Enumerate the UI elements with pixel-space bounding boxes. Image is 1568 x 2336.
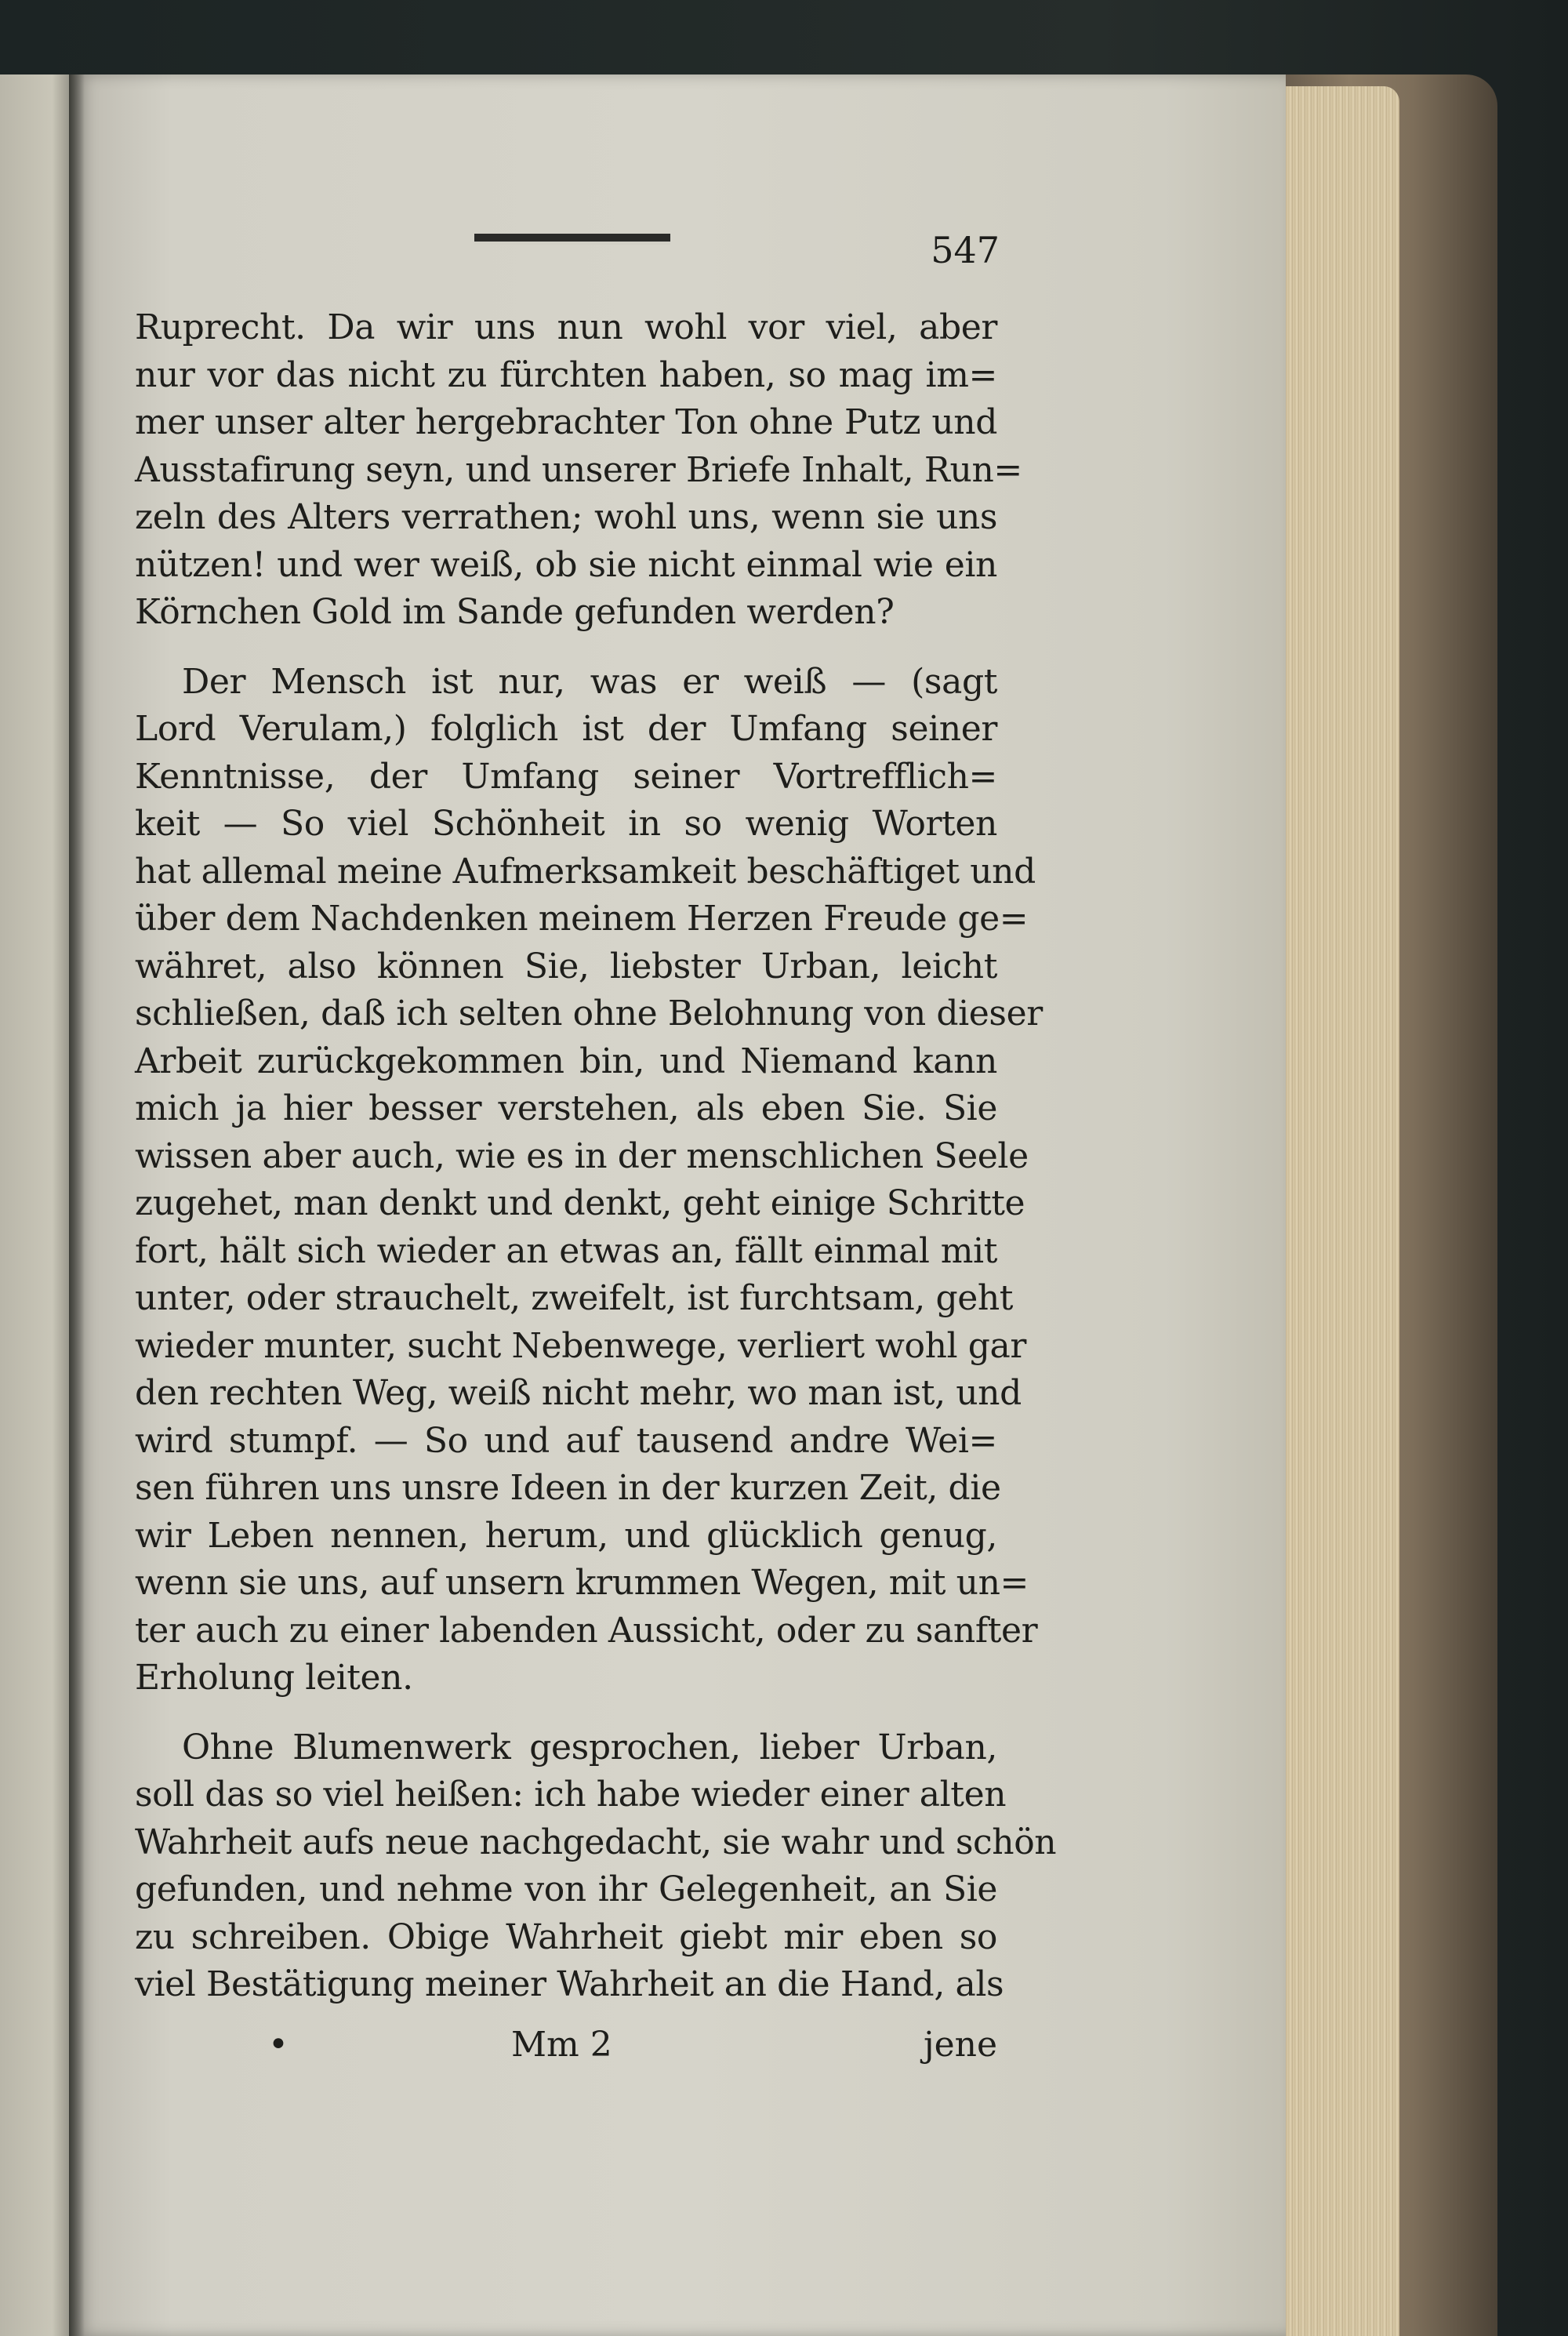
printer-signature: Mm 2 <box>511 2025 612 2065</box>
text-line: mer unser alter hergebrachter Ton ohne Putz und <box>135 402 997 442</box>
text-line: Kenntnisse, der Umfang seiner Vortrefflich= <box>135 756 997 797</box>
spine-shadow <box>69 74 85 2336</box>
text-line: Ruprecht. Da wir uns nun wohl vor viel, aber <box>135 307 997 347</box>
text-line: über dem Nachdenken meinem Herzen Freude ge= <box>135 899 1029 939</box>
text-line: Ohne Blumenwerk gesprochen, lieber Urban, <box>182 1727 997 1767</box>
text-line: Erholung leiten. <box>135 1658 413 1698</box>
text-line: wenn sie uns, auf unsern krummen Wegen, mit un= <box>135 1563 1029 1603</box>
text-line: nur vor das nicht zu fürchten haben, so mag im= <box>135 354 997 395</box>
signature-mark: • <box>268 2025 289 2065</box>
text-line: soll das so viel heißen: ich habe wieder einer alten <box>135 1775 1007 1815</box>
text-line: zugehet, man denkt und denkt, geht einige Schritte <box>135 1183 1025 1223</box>
text-line: sen führen uns unsre Ideen in der kurzen Zeit, die <box>135 1468 1001 1508</box>
text-line: Der Mensch ist nur, was er weiß — (sagt <box>182 661 997 702</box>
text-line: schließen, daß ich selten ohne Belohnung von dieser <box>135 994 1043 1034</box>
page-footer <box>135 2025 997 2072</box>
text-line: währet, also können Sie, liebster Urban, leicht <box>135 946 997 986</box>
text-line: gefunden, und nehme von ihr Gelegenheit, an Sie <box>135 1869 997 1909</box>
text-line: Wahrheit aufs neue nachgedacht, sie wahr und schön <box>135 1822 1057 1862</box>
left-page-edge <box>0 74 77 2336</box>
text-line: keit — So viel Schönheit in so wenig Worten <box>135 804 997 844</box>
text-line: viel Bestätigung meiner Wahrheit an die Hand, als <box>135 1964 1004 2004</box>
text-line: wir Leben nennen, herum, und glücklich genug, <box>135 1515 997 1556</box>
text-line: den rechten Weg, weiß nicht mehr, wo man ist, und <box>135 1373 1022 1413</box>
text-line: Ausstafirung seyn, und unserer Briefe Inhalt, Run= <box>135 449 1022 490</box>
page-number: 547 <box>931 229 1000 271</box>
text-line: hat allemal meine Aufmerksamkeit beschäftiget und <box>135 851 1036 892</box>
text-line: mich ja hier besser verstehen, als eben Sie. Sie <box>135 1088 997 1128</box>
text-line: ter auch zu einer labenden Aussicht, oder zu sanfter <box>135 1610 1038 1651</box>
text-line: nützen! und wer weiß, ob sie nicht einmal wie ein <box>135 544 997 585</box>
header-rule <box>474 234 670 245</box>
body-text <box>135 304 1057 2009</box>
text-line: wissen aber auch, wie es in der menschlichen Seele <box>135 1135 1029 1176</box>
text-line: zu schreiben. Obige Wahrheit giebt mir eben so <box>135 1916 997 1957</box>
text-line: unter, oder strauchelt, zweifelt, ist furchtsam, geht <box>135 1278 1014 1318</box>
text-line: wird stumpf. — So und auf tausend andre Wei= <box>135 1420 997 1461</box>
page-block-edges <box>1274 86 1399 2336</box>
text-line: Lord Verulam,) folglich ist der Umfang seiner <box>135 709 997 749</box>
text-line: Körnchen Gold im Sande gefunden werden? <box>135 592 895 632</box>
text-line: wieder munter, sucht Nebenwege, verliert wohl gar <box>135 1325 1027 1366</box>
text-line: Arbeit zurückgekommen bin, und Niemand kann <box>135 1041 997 1081</box>
text-line: zeln des Alters verrathen; wohl uns, wenn sie uns <box>135 497 997 537</box>
catchword: jene <box>923 2025 997 2065</box>
text-line: fort, hält sich wieder an etwas an, fällt einmal mit <box>135 1230 997 1271</box>
